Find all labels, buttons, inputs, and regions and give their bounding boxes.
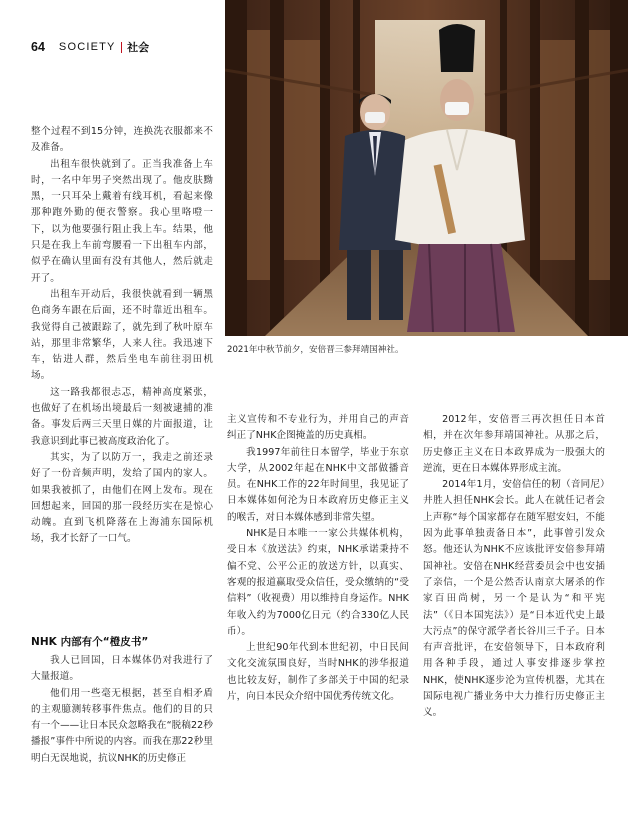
- paragraph: 这一路我都很忐忑，精神高度紧张，也做好了在机场出境最后一刻被逮捕的准备。事发后两三天里日媒的片面报道，让我意识到此事已被高度政治化了。: [31, 386, 213, 447]
- paragraph: 出租车开动后，我很快就看到一辆黑色商务车跟在后面，还不时靠近出租车。我觉得自己被跟踪了，就先到了秋叶原车站，那里非常繁华，人来人往。我迅速下车，钻进人群，然后坐电车前往羽田机场。: [31, 288, 213, 382]
- article-photo: [225, 0, 628, 336]
- article-column-1-bottom: [31, 628, 213, 767]
- paragraph: 2012年，安倍晋三再次担任日本首相，并在次年参拜靖国神社。从那之后，历史修正主义在日本政界成为一股强大的逆流，更在日本媒体界形成主流。: [423, 414, 605, 474]
- paragraph: 出租车很快就到了。正当我准备上车时，一名中年男子突然出现了。他皮肤黝黑，一只耳朵上戴着有线耳机，看起来像那种跑外勤的便衣警察。我心里咯噔一下，以为他要强行阻止我上车。结果，他只是在我上车前弯腰看一下出租车内部，似乎在确认里面有没有其他人，然后就走开了。: [31, 158, 213, 284]
- article-column-2: [227, 412, 409, 705]
- paragraph: NHK是日本唯一一家公共媒体机构，受日本《放送法》约束，NHK承诺秉持不偏不党、公平公正的放送方针，以真实、客观的报道赢取受众信任，受众缴纳的“受信料”（收视费）用以维持自身运作。NHK年收入约为7000亿日元（约合330亿人民币）。: [227, 528, 409, 637]
- paragraph: 主义宣传和不专业行为，并用自己的声音纠正了NHK企图掩盖的历史真相。: [227, 414, 409, 442]
- paragraph: 他们用一些毫无根据，甚至自相矛盾的主观臆测转移事件焦点。他们的目的只有一个——让日本民众忽略我在“脱稿22秒播报”事件中所说的内容。而我在那22秒里明白无误地说，抗议NHK的历史修正: [31, 687, 213, 764]
- section-label-en: SOCIETY: [58, 41, 116, 53]
- section-separator: [121, 42, 123, 53]
- paragraph: 我1997年前往日本留学，毕业于东京大学，从2002年起在NHK中文部做播音员。在NHK工作的22年时间里，我见证了日本媒体如何沦为日本政府历史修正主义的喉舌，对日本媒体感到非常失望。: [227, 446, 409, 523]
- article-column-3: [423, 412, 605, 722]
- paragraph: 我人已回国，日本媒体仍对我进行了大量报道。: [31, 655, 213, 683]
- page-number: 64: [31, 40, 45, 54]
- section-label-cn: 社会: [127, 41, 150, 54]
- photo-caption: 2021年中秋节前夕，安倍晋三参拜靖国神社。: [227, 345, 404, 355]
- paragraph: 2014年1月，安倍信任的籾（音同尼）井胜人担任NHK会长。此人在就任记者会上声称“每个国家都存在随军慰安妇，不能因为此事单独责备日本”，此事曾引发众怒。他还认为NHK不应该批评安倍参拜靖国神社。安倍在NHK经营委员会中也安插了亲信，一个是公然否认南京大屠杀的作家百田尚树，另一个是认为“和平宪法”（《日本国宪法》）是“日本近代史上最大污点”的保守派学者长谷川三千子。日本有声音批评，在安倍领导下，日本政府利用各种手段，通过人事安排逐步掌控NHK，使NHK逐步沦为宣传机器，尤其在国际电视广播业务中大力推行历史修正主义。: [423, 479, 605, 719]
- section-subheading: NHK 内部有个“橙皮书”: [31, 636, 149, 648]
- page-header: [31, 38, 149, 56]
- photo-shrine-visit-icon: [225, 0, 628, 336]
- article-column-1-top: [31, 124, 213, 548]
- paragraph: 整个过程不到15分钟，连换洗衣服都来不及准备。: [31, 126, 213, 154]
- paragraph: 其实，为了以防万一，我走之前还录好了一份音频声明，发给了国内的家人。如果我被抓了，由他们在网上发布。现在回想起来，回国的那一段经历实在是惊心动魄。直到飞机降落在上海浦东国际机场，我才长舒了一口气。: [31, 451, 213, 545]
- paragraph: 上世纪90年代到本世纪初，中日民间文化交流氛围良好，当时NHK的涉华报道也比较友好，制作了多部关于中国的纪录片，向日本民众介绍中国优秀传统文化。: [227, 642, 409, 703]
